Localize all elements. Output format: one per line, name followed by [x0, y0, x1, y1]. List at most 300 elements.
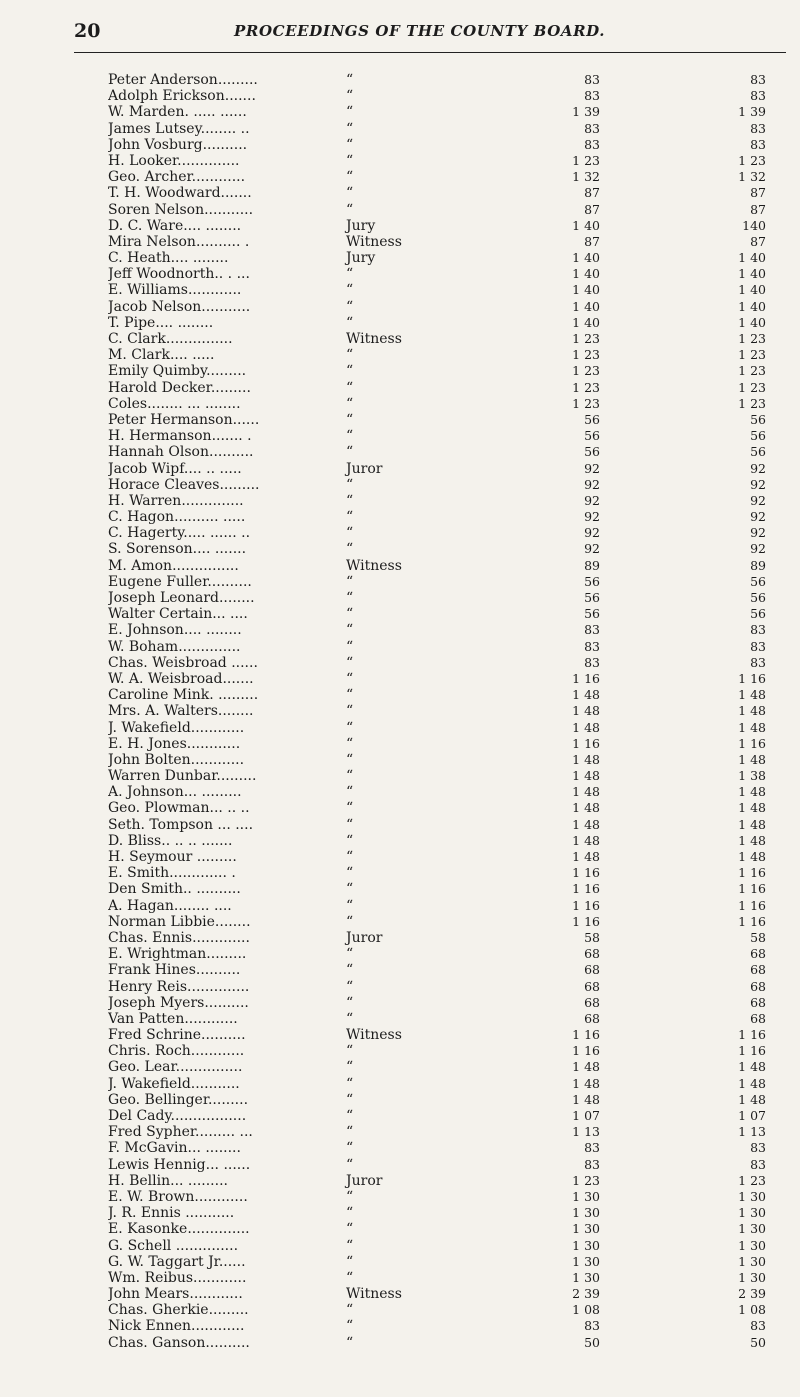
amount-claimed-cell: 1 16	[572, 1043, 600, 1059]
amount-claimed-cell: 68	[584, 994, 600, 1010]
role-cell: “	[346, 314, 354, 331]
table-row	[0, 428, 800, 444]
amount-claimed-cell: 1 48	[572, 1075, 600, 1091]
role-cell: “	[346, 590, 354, 606]
role-cell: “	[346, 492, 354, 509]
amount-allowed-cell: 83	[750, 120, 766, 136]
name-cell: Fred Schrine..........	[108, 1027, 246, 1044]
table-row	[0, 930, 800, 946]
table-row	[0, 817, 800, 833]
table-row	[0, 914, 800, 930]
table-row	[0, 541, 800, 557]
name-cell: S. Sorenson.... .......	[108, 541, 247, 558]
role-cell: “	[346, 185, 354, 202]
table-row	[0, 509, 800, 525]
table-row	[0, 1205, 800, 1221]
amount-claimed-cell: 1 07	[572, 1108, 600, 1123]
amount-claimed-cell: 83	[584, 72, 600, 87]
role-cell: “	[346, 363, 354, 380]
amount-allowed-cell: 1 13	[738, 1124, 766, 1140]
role-cell: “	[346, 670, 354, 687]
table-row	[0, 461, 800, 477]
amount-claimed-cell: 87	[584, 185, 600, 201]
table-row	[0, 833, 800, 849]
amount-allowed-cell: 1 40	[738, 298, 766, 314]
amount-allowed-cell: 1 48	[738, 1059, 766, 1075]
amount-claimed-cell: 1 48	[572, 768, 600, 784]
amount-claimed-cell: 83	[584, 136, 600, 152]
role-cell: Juror	[346, 1172, 383, 1189]
amount-allowed-cell: 83	[750, 1156, 766, 1172]
amount-claimed-cell: 1 39	[572, 104, 600, 120]
table-row	[0, 137, 800, 153]
amount-allowed-cell: 1 48	[738, 816, 766, 832]
name-cell: T. Pipe.... ........	[108, 314, 214, 331]
amount-claimed-cell: 1 40	[572, 217, 600, 233]
table-row	[0, 1076, 800, 1092]
role-cell: “	[346, 169, 354, 186]
amount-allowed-cell: 83	[750, 88, 766, 104]
amount-claimed-cell: 1 16	[572, 865, 600, 881]
amount-claimed-cell: 83	[584, 622, 600, 638]
table-row	[0, 121, 800, 137]
amount-claimed-cell: 92	[584, 541, 600, 557]
table-row	[0, 995, 800, 1011]
role-cell: “	[346, 751, 354, 768]
amount-allowed-cell: 2 39	[738, 1286, 766, 1302]
table-row	[0, 946, 800, 962]
table-row	[0, 720, 800, 736]
amount-allowed-cell: 1 30	[738, 1269, 766, 1285]
amount-allowed-cell: 92	[750, 492, 766, 508]
amount-claimed-cell: 1 48	[572, 832, 600, 848]
name-cell: A. Johnson... .........	[108, 784, 242, 801]
table-row	[0, 185, 800, 201]
amount-allowed-cell: 1 40	[738, 282, 766, 298]
name-cell: W. A. Weisbroad.......	[108, 670, 254, 687]
amount-claimed-cell: 1 48	[572, 1059, 600, 1075]
role-cell: “	[346, 1221, 354, 1238]
table-row	[0, 234, 800, 250]
name-cell: Emily Quimby.........	[108, 363, 247, 380]
role-cell: “	[346, 395, 354, 412]
amount-claimed-cell: 1 48	[572, 1091, 600, 1107]
name-cell: M. Amon...............	[108, 557, 239, 574]
role-cell: “	[346, 1156, 354, 1173]
table-row	[0, 849, 800, 865]
amount-allowed-cell: 1 30	[738, 1205, 766, 1221]
table-row	[0, 1189, 800, 1205]
amount-claimed-cell: 1 13	[572, 1124, 600, 1140]
amount-allowed-cell: 1 48	[738, 1075, 766, 1091]
amount-allowed-cell: 87	[750, 233, 766, 249]
amount-allowed-cell: 1 40	[738, 250, 766, 266]
name-cell: E. Johnson.... ........	[108, 622, 242, 639]
role-cell: “	[346, 266, 354, 283]
table-row	[0, 1059, 800, 1075]
table-row	[0, 250, 800, 266]
amount-claimed-cell: 56	[584, 411, 600, 427]
role-cell: “	[346, 962, 354, 979]
table-row	[0, 671, 800, 687]
table-row	[0, 1270, 800, 1286]
amount-allowed-cell: 68	[750, 978, 766, 994]
amount-claimed-cell: 83	[584, 1318, 600, 1334]
amount-allowed-cell: 1 48	[738, 784, 766, 800]
amount-allowed-cell: 1 48	[738, 751, 766, 767]
amount-claimed-cell: 1 48	[572, 719, 600, 735]
name-cell: Geo. Bellinger.........	[108, 1091, 249, 1108]
amount-claimed-cell: 68	[584, 1010, 600, 1026]
amount-allowed-cell: 1 16	[738, 1027, 766, 1043]
amount-allowed-cell: 56	[750, 606, 766, 622]
amount-claimed-cell: 2 39	[572, 1286, 600, 1302]
amount-allowed-cell: 83	[750, 1318, 766, 1334]
amount-claimed-cell: 1 23	[572, 152, 600, 168]
name-cell: Geo. Archer............	[108, 169, 246, 186]
role-cell: “	[346, 606, 354, 623]
role-cell: “	[346, 1140, 354, 1157]
amount-claimed-cell: 1 16	[572, 881, 600, 897]
ledger-table	[0, 72, 800, 1351]
name-cell: Frank Hines..........	[108, 962, 241, 979]
amount-allowed-cell: 1 16	[738, 865, 766, 881]
amount-claimed-cell: 56	[584, 573, 600, 589]
role-cell: “	[346, 735, 354, 752]
amount-claimed-cell: 1 23	[572, 331, 600, 346]
table-row	[0, 1318, 800, 1334]
role-cell: “	[346, 509, 354, 526]
amount-allowed-cell: 1 30	[738, 1221, 766, 1237]
table-row	[0, 444, 800, 460]
amount-claimed-cell: 68	[584, 962, 600, 978]
table-row	[0, 1027, 800, 1043]
name-cell: Wm. Reibus............	[108, 1269, 247, 1286]
role-cell: Witness	[346, 1286, 402, 1303]
name-cell: G. Schell ..............	[108, 1237, 239, 1254]
amount-claimed-cell: 1 16	[572, 913, 600, 929]
amount-claimed-cell: 92	[584, 492, 600, 508]
amount-allowed-cell: 1 30	[738, 1253, 766, 1269]
role-cell: “	[346, 152, 354, 169]
table-row	[0, 639, 800, 655]
amount-allowed-cell: 1 48	[738, 687, 766, 703]
role-cell: “	[346, 1253, 354, 1270]
name-cell: E. W. Brown............	[108, 1188, 248, 1205]
table-row	[0, 898, 800, 914]
role-cell: “	[346, 1318, 354, 1335]
name-cell: Hannah Olson..........	[108, 444, 254, 461]
amount-claimed-cell: 1 48	[572, 849, 600, 864]
amount-claimed-cell: 1 23	[572, 363, 600, 379]
amount-allowed-cell: 1 23	[738, 331, 766, 346]
amount-allowed-cell: 83	[750, 72, 766, 87]
role-cell: “	[346, 444, 354, 461]
name-cell: Chas. Weisbroad ......	[108, 654, 258, 671]
table-row	[0, 477, 800, 493]
name-cell: Joseph Myers..........	[108, 994, 249, 1011]
table-row	[0, 299, 800, 315]
amount-allowed-cell: 1 16	[738, 1043, 766, 1059]
role-cell: “	[346, 298, 354, 315]
name-cell: C. Clark...............	[108, 331, 233, 347]
name-cell: Walter Certain... ....	[108, 606, 248, 623]
role-cell: “	[346, 1043, 354, 1060]
name-cell: John Bolten............	[108, 751, 245, 768]
name-cell: Jeff Woodnorth.. . ...	[108, 266, 250, 283]
amount-claimed-cell: 1 30	[572, 1253, 600, 1269]
amount-allowed-cell: 1 40	[738, 266, 766, 282]
name-cell: Warren Dunbar.........	[108, 768, 257, 785]
table-row	[0, 493, 800, 509]
name-cell: Mira Nelson.......... .	[108, 233, 250, 250]
role-cell: “	[346, 994, 354, 1011]
amount-allowed-cell: 1 23	[738, 152, 766, 168]
amount-claimed-cell: 87	[584, 233, 600, 249]
table-row	[0, 558, 800, 574]
name-cell: Den Smith.. ..........	[108, 881, 241, 898]
amount-claimed-cell: 1 32	[572, 169, 600, 185]
amount-allowed-cell: 83	[750, 638, 766, 654]
amount-claimed-cell: 1 48	[572, 751, 600, 767]
name-cell: D. Bliss.. .. .. .......	[108, 832, 233, 849]
name-cell: Soren Nelson...........	[108, 201, 254, 218]
amount-claimed-cell: 56	[584, 444, 600, 460]
table-row	[0, 865, 800, 881]
table-row	[0, 881, 800, 897]
amount-claimed-cell: 1 23	[572, 379, 600, 395]
table-row	[0, 622, 800, 638]
table-row	[0, 1092, 800, 1108]
role-cell: “	[346, 428, 354, 445]
amount-allowed-cell: 1 32	[738, 169, 766, 185]
role-cell: “	[346, 120, 354, 137]
amount-claimed-cell: 1 23	[572, 347, 600, 363]
amount-allowed-cell: 58	[750, 929, 766, 945]
amount-allowed-cell: 56	[750, 444, 766, 460]
table-row	[0, 979, 800, 995]
role-cell: “	[346, 816, 354, 833]
name-cell: E. Williams............	[108, 282, 242, 299]
role-cell: “	[346, 638, 354, 655]
amount-allowed-cell: 68	[750, 946, 766, 962]
table-row	[0, 1254, 800, 1270]
page-number: 20	[74, 20, 101, 42]
name-cell: E. H. Jones............	[108, 735, 241, 752]
amount-allowed-cell: 92	[750, 460, 766, 476]
amount-allowed-cell: 89	[750, 557, 766, 573]
role-cell: “	[346, 525, 354, 542]
name-cell: Chas. Ennis.............	[108, 929, 250, 946]
amount-claimed-cell: 1 30	[572, 1221, 600, 1237]
name-cell: H. Hermanson....... .	[108, 428, 252, 445]
name-cell: W. Marden. ..... ......	[108, 104, 247, 121]
name-cell: J. R. Ennis ...........	[108, 1205, 235, 1222]
amount-claimed-cell: 83	[584, 88, 600, 104]
table-row	[0, 1302, 800, 1318]
amount-allowed-cell: 1 39	[738, 104, 766, 120]
role-cell: “	[346, 703, 354, 720]
amount-allowed-cell: 68	[750, 962, 766, 978]
table-row	[0, 380, 800, 396]
role-cell: “	[346, 654, 354, 671]
amount-claimed-cell: 1 40	[572, 250, 600, 266]
table-row	[0, 72, 800, 88]
role-cell: Juror	[346, 929, 383, 946]
name-cell: Peter Hermanson......	[108, 411, 260, 428]
table-row	[0, 282, 800, 298]
amount-allowed-cell: 1 07	[738, 1108, 766, 1123]
table-row	[0, 1043, 800, 1059]
table-row	[0, 153, 800, 169]
name-cell: Lewis Hennig... ......	[108, 1156, 251, 1173]
table-row	[0, 1011, 800, 1027]
amount-claimed-cell: 83	[584, 654, 600, 670]
role-cell: “	[346, 913, 354, 930]
role-cell: “	[346, 1075, 354, 1092]
role-cell: “	[346, 946, 354, 963]
table-row	[0, 1124, 800, 1140]
role-cell: “	[346, 411, 354, 428]
role-cell: “	[346, 1188, 354, 1205]
amount-allowed-cell: 1 38	[738, 768, 766, 784]
amount-allowed-cell: 140	[742, 217, 766, 233]
role-cell: “	[346, 136, 354, 153]
amount-claimed-cell: 1 23	[572, 395, 600, 411]
table-row	[0, 1157, 800, 1173]
table-row	[0, 218, 800, 234]
name-cell: T. H. Woodward.......	[108, 185, 252, 202]
role-cell: “	[346, 784, 354, 801]
name-cell: J. Wakefield............	[108, 719, 245, 736]
role-cell: Witness	[346, 233, 402, 250]
name-cell: C. Hagon.......... .....	[108, 509, 246, 526]
name-cell: Eugene Fuller..........	[108, 573, 252, 590]
name-cell: H. Bellin... .........	[108, 1172, 228, 1189]
name-cell: Seth. Tompson ... ....	[108, 816, 254, 833]
amount-allowed-cell: 1 16	[738, 670, 766, 686]
name-cell: E. Wrightman.........	[108, 946, 247, 963]
role-cell: “	[346, 622, 354, 639]
name-cell: C. Hagerty..... ...... ..	[108, 525, 251, 542]
table-row	[0, 574, 800, 590]
role-cell: “	[346, 1302, 354, 1319]
amount-allowed-cell: 1 30	[738, 1188, 766, 1204]
amount-claimed-cell: 1 48	[572, 816, 600, 832]
role-cell: Juror	[346, 460, 383, 477]
amount-claimed-cell: 1 48	[572, 703, 600, 719]
amount-claimed-cell: 56	[584, 428, 600, 444]
name-cell: Joseph Leonard........	[108, 590, 255, 606]
table-row	[0, 752, 800, 768]
amount-claimed-cell: 92	[584, 509, 600, 525]
amount-claimed-cell: 1 48	[572, 800, 600, 816]
amount-claimed-cell: 1 48	[572, 687, 600, 703]
role-cell: “	[346, 865, 354, 882]
role-cell: “	[346, 379, 354, 396]
role-cell: “	[346, 849, 354, 865]
table-row	[0, 655, 800, 671]
table-row	[0, 315, 800, 331]
table-row	[0, 703, 800, 719]
name-cell: John Vosburg..........	[108, 136, 248, 153]
amount-allowed-cell: 1 16	[738, 881, 766, 897]
amount-claimed-cell: 1 30	[572, 1205, 600, 1221]
role-cell: Witness	[346, 557, 402, 574]
amount-claimed-cell: 1 40	[572, 298, 600, 314]
amount-allowed-cell: 56	[750, 590, 766, 605]
name-cell: Nick Ennen............	[108, 1318, 245, 1335]
role-cell: “	[346, 88, 354, 105]
name-cell: C. Heath.... ........	[108, 250, 229, 267]
name-cell: Henry Reis..............	[108, 978, 250, 995]
amount-allowed-cell: 83	[750, 654, 766, 670]
role-cell: “	[346, 476, 354, 493]
role-cell: “	[346, 1269, 354, 1286]
table-row	[0, 347, 800, 363]
name-cell: Fred Sypher......... ...	[108, 1124, 253, 1141]
table-row	[0, 104, 800, 120]
name-cell: Van Patten............	[108, 1010, 238, 1027]
table-row	[0, 606, 800, 622]
role-cell: “	[346, 1237, 354, 1254]
name-cell: Horace Cleaves.........	[108, 476, 260, 493]
amount-allowed-cell: 1 40	[738, 314, 766, 330]
role-cell: Jury	[346, 217, 376, 234]
name-cell: G. W. Taggart Jr......	[108, 1253, 246, 1270]
table-row	[0, 202, 800, 218]
name-cell: J. Wakefield...........	[108, 1075, 240, 1092]
role-cell: “	[346, 72, 354, 88]
amount-claimed-cell: 1 40	[572, 314, 600, 330]
name-cell: F. McGavin... ........	[108, 1140, 241, 1157]
amount-claimed-cell: 83	[584, 638, 600, 654]
role-cell: Witness	[346, 1027, 402, 1044]
table-row	[0, 1238, 800, 1254]
role-cell: “	[346, 897, 354, 914]
amount-allowed-cell: 87	[750, 185, 766, 201]
amount-claimed-cell: 83	[584, 120, 600, 136]
name-cell: Caroline Mink. .........	[108, 687, 259, 704]
amount-claimed-cell: 87	[584, 201, 600, 217]
amount-claimed-cell: 50	[584, 1334, 600, 1350]
name-cell: H. Looker..............	[108, 152, 240, 169]
role-cell: “	[346, 1124, 354, 1141]
amount-claimed-cell: 1 40	[572, 266, 600, 282]
name-cell: Geo. Plowman... .. ..	[108, 800, 250, 817]
name-cell: W. Boham..............	[108, 638, 241, 655]
role-cell: “	[346, 282, 354, 299]
name-cell: H. Warren..............	[108, 492, 244, 509]
amount-allowed-cell: 1 16	[738, 897, 766, 913]
role-cell: “	[346, 201, 354, 218]
amount-allowed-cell: 56	[750, 428, 766, 444]
amount-claimed-cell: 89	[584, 557, 600, 573]
role-cell: “	[346, 881, 354, 898]
table-row	[0, 768, 800, 784]
amount-claimed-cell: 92	[584, 476, 600, 492]
amount-allowed-cell: 1 16	[738, 913, 766, 929]
amount-claimed-cell: 83	[584, 1140, 600, 1156]
header-rule	[74, 52, 786, 53]
role-cell: “	[346, 1334, 354, 1351]
amount-allowed-cell: 1 48	[738, 1091, 766, 1107]
role-cell: “	[346, 687, 354, 704]
name-cell: E. Kasonke..............	[108, 1221, 250, 1238]
role-cell: “	[346, 719, 354, 736]
amount-allowed-cell: 87	[750, 201, 766, 217]
amount-claimed-cell: 1 16	[572, 897, 600, 913]
